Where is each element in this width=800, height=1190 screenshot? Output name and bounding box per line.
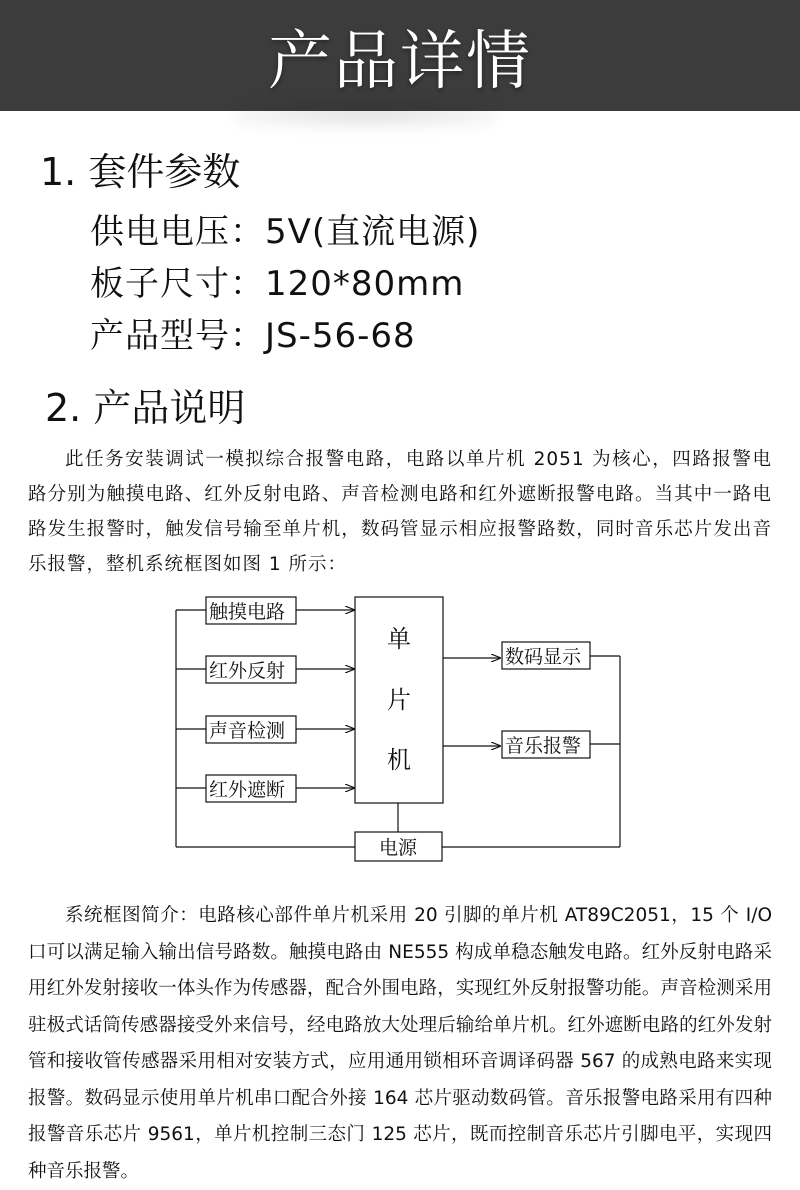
param-label: 板子尺寸：: [90, 264, 265, 304]
label-sound: 声音检测: [209, 720, 286, 742]
param-value: JS-56-68: [265, 316, 416, 356]
banner-title: 产品详情: [268, 24, 532, 99]
label-mcu-3: 机: [387, 746, 411, 774]
param-label: 供电电压：: [90, 212, 265, 252]
label-mcu-2: 片: [387, 686, 411, 714]
header-banner: [0, 0, 800, 111]
param-label: 产品型号：: [90, 316, 265, 356]
label-ir-reflect: 红外反射: [209, 660, 286, 682]
label-ir-interrupt: 红外遮断: [209, 779, 286, 801]
param-value: 5V(直流电源): [265, 212, 481, 252]
label-music: 音乐报警: [505, 735, 582, 757]
summary-paragraph: 系统框图简介：电路核心部件单片机采用 20 引脚的单片机 AT89C2051，15 个 I/O 口可以满足输入输出信号路数。触摸电路由 NE555 构成单稳态触发电路。红外反射电路采用红外发射接收一体头作为传感器，配合外围电路，实现红外反射报警功能。声音检测采用驻极式话筒传感器接受外来信号，经电路放大处理后输给单片机。红外遮断电路的红外发射管和接收管传感器采用相对安装方式，应用通用锁相环音调译码器 567 的成熟电路来实现报警。数码显示使用单片机串口配合外接 164 芯片驱动数码管。音乐报警电路采用有四种报警音乐芯片 9561，单片机控制三态门 125 芯片，既而控制音乐芯片引脚电平，实现四种音乐报警。: [28, 905, 772, 1182]
system-block-diagram: [0, 590, 800, 870]
intro-paragraph: 此任务安装调试一模拟综合报警电路，电路以单片机 2051 为核心，四路报警电路分别为触摸电路、红外反射电路、声音检测电路和红外遮断报警电路。当其中一路电路发生报警时，触发信号输至单片机，数码管显示相应报警路数，同时音乐芯片发出音乐报警，整机系统框图如图 1 所示：: [28, 449, 772, 575]
banner-shadow: [235, 100, 495, 128]
param-voltage: [90, 212, 480, 252]
label-touch: 触摸电路: [209, 601, 286, 623]
param-value: 120*80mm: [265, 264, 465, 304]
label-power: 电源: [379, 837, 418, 859]
param-model: [90, 316, 416, 356]
section-heading-kit-params: 1. 套件参数: [40, 150, 241, 194]
label-display: 数码显示: [505, 646, 582, 668]
label-mcu-1: 单: [387, 625, 411, 653]
section-heading-product-description: 2. 产品说明: [45, 386, 246, 430]
param-board-size: [90, 264, 464, 304]
